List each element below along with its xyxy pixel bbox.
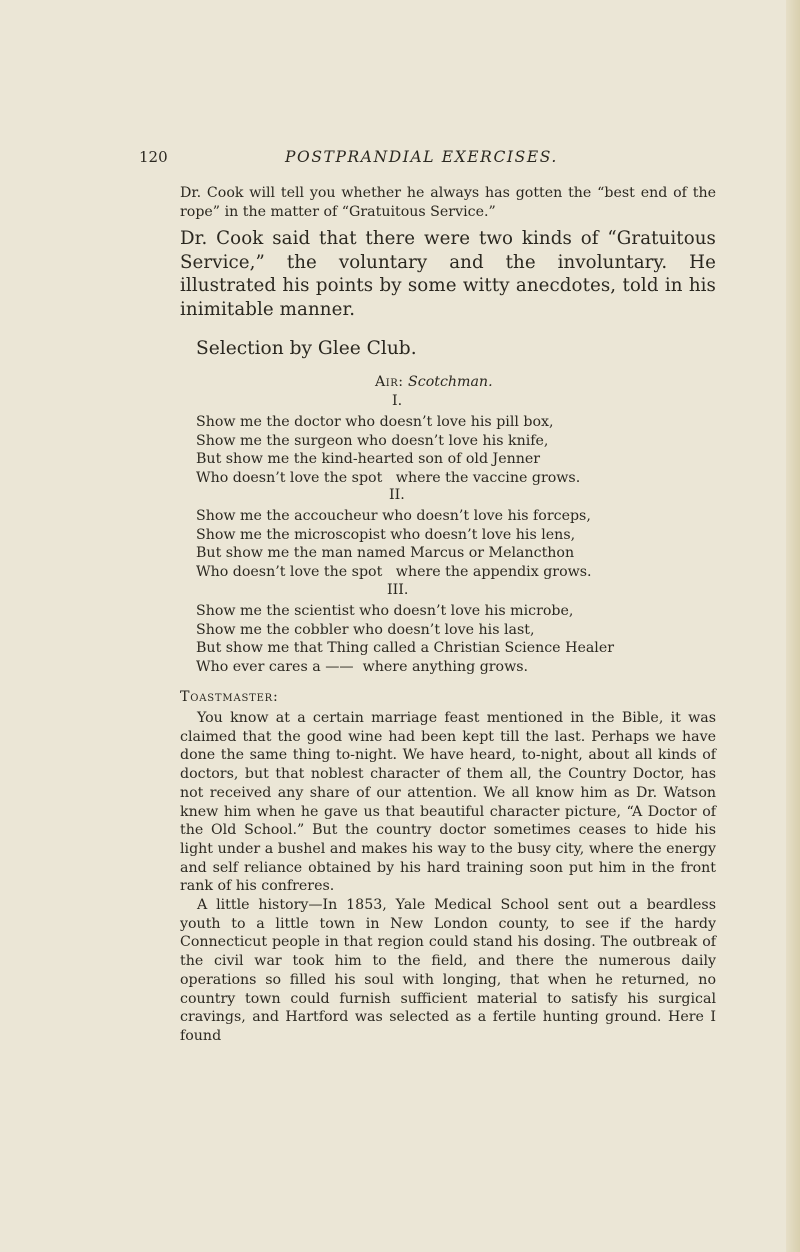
verse-line: Show me the microscopist who doesn’t love his lens,: [196, 526, 576, 543]
verse-numeral: II.: [389, 487, 405, 503]
verse-line: Who ever cares a —— where anything grows.: [196, 659, 529, 676]
verse-line: But show me the kind-hearted son of old Jenner: [196, 451, 541, 468]
verse-line: Who doesn’t love the spot where the vaccine grows.: [196, 470, 581, 487]
body-paragraph: A little history—In 1853, Yale Medical School sent out a beardless youth to a little town in New London county, to see if the hardy Connecticut people in that region could stand his dosing. The outbreak of the civil war took him to the field, and there the numerous daily operations so filled his soul with longing, that when he returned, no country town could furnish sufficient material to satisfy his surgical cravings, and Hartford was selected as a fertile hunting ground. Here I found: [180, 897, 716, 1044]
verse-line: Who doesn’t love the spot where the appendix grows.: [196, 564, 592, 581]
verse-numeral: III.: [387, 582, 409, 598]
verse-line: Show me the scientist who doesn’t love his microbe,: [196, 603, 574, 619]
verse-line: Show me the cobbler who doesn’t love his last,: [196, 621, 535, 638]
page-edge: [786, 0, 800, 1252]
verse-numeral: I.: [392, 393, 403, 409]
verse-line: Show me the accoucheur who doesn’t love his forceps,: [196, 508, 591, 524]
speaker-label: Toastmaster:: [180, 689, 279, 705]
verse-line: But show me the man named Marcus or Melancthon: [196, 545, 575, 562]
verse: [196, 413, 676, 488]
body-text: [180, 709, 716, 1046]
verse: [196, 602, 676, 677]
verse-line: Show me the doctor who doesn’t love his pill box,: [196, 414, 554, 430]
page-number: 120: [139, 148, 168, 166]
air-title: Scotchman.: [408, 374, 493, 390]
verse-line: But show me that Thing called a Christian Science Healer: [196, 640, 615, 657]
verse-line: Show me the surgeon who doesn’t love his knife,: [196, 432, 549, 449]
intro-paragraph: Dr. Cook will tell you whether he always has gotten the “best end of the rope” in the matter of “Gratuitous Service.”: [180, 185, 716, 220]
air-line: [375, 374, 493, 390]
summary-paragraph: Dr. Cook said that there were two kinds of “Gratuitous Service,” the voluntary and the involuntary. He illustrated his points by some witty anecdotes, told in his inimitable manner.: [180, 228, 716, 320]
page-header: [139, 148, 699, 170]
air-label: Air:: [375, 374, 404, 390]
body-paragraph: You know at a certain marriage feast mentioned in the Bible, it was claimed that the good wine had been kept till the last. Perhaps we have done the same thing to-night. We have heard, to-night, about all kinds of doctors, but that noblest character of them all, the Country Doctor, has not received any share of our attention. We all know him as Dr. Watson knew him when he gave us that beautiful character picture, “A Doctor of the Old School.” But the country doctor sometimes ceases to hide his light under a bushel and makes his way to the busy city, where the energy and self reliance obtained by his hard training soon put him in the front rank of his confreres.: [180, 710, 716, 895]
running-head: POSTPRANDIAL EXERCISES.: [285, 148, 558, 166]
verse: [196, 507, 676, 582]
selection-heading: Selection by Glee Club.: [196, 338, 417, 359]
